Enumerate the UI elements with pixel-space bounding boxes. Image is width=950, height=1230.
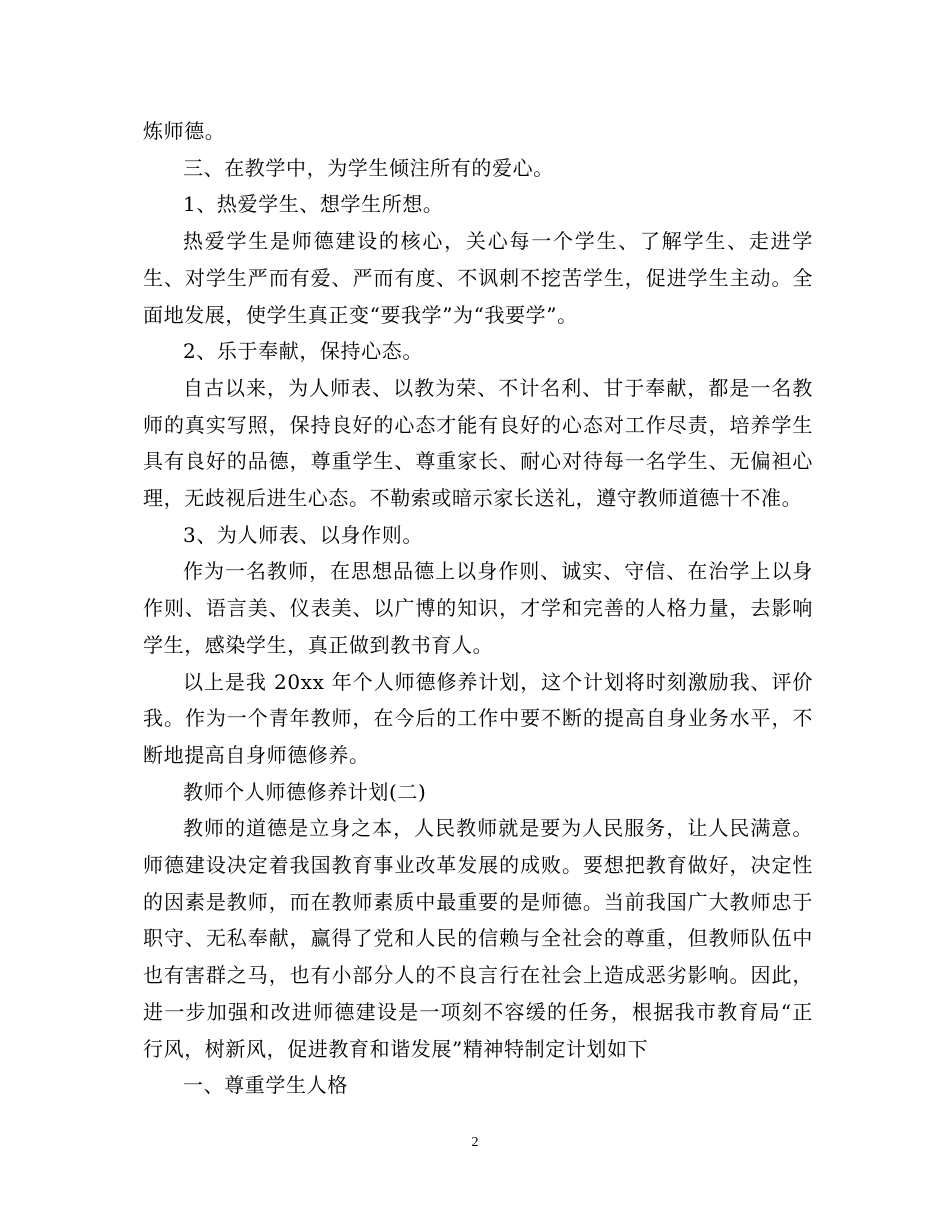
document-subtitle: 教师个人师德修养计划(二) [183,779,427,804]
paragraph: 热爱学生是师德建设的核心，关心每一个学生、了解学生、走进学生、对学生严而有爱、严而有度、不讽刺不挖苦学生，促进学生主动。全面地发展，使学生真正变“要我学”为“我要学”。 [143,229,813,327]
section-heading: 三、在教学中，为学生倾注所有的爱心。 [183,155,554,180]
paragraph: 教师的道德是立身之本，人民教师就是要为人民服务，让人民满意。师德建设决定着我国教育事业改革发展的成败。要想把教育做好，决定性的因素是教师，而在教师素质中最重要的是师德。当前我国广大教师忠于职守、无私奉献，赢得了党和人民的信赖与全社会的尊重，但教师队伍中也有害群之马，也有小部分人的不良言行在社会上造成恶劣影响。因此，进一步加强和改进师德建设是一项刻不容缓的任务，根据我市教育局“正行风，树新风，促进教育和谐发展”精神特制定计划如下 [143,816,813,1061]
paragraph: 作为一名教师，在思想品德上以身作则、诚实、守信、在治学上以身作则、语言美、仪表美、以广博的知识，才学和完善的人格力量，去影响学生，感染学生，真正做到教书育人。 [143,559,813,657]
section-heading: 一、尊重学生人格 [183,1073,348,1098]
paragraph: 炼师德。 [143,119,226,143]
subsection-heading: 3、为人师表、以身作则。 [183,522,423,547]
page-number: 2 [471,1135,479,1150]
paragraph: 以上是我 20xx 年个人师德修养计划，这个计划将时刻激励我、评价我。作为一个青年教师，在今后的工作中要不断的提高自身业务水平，不断地提高自身师德修养。 [143,669,813,767]
subsection-heading: 1、热爱学生、想学生所想。 [183,192,444,217]
paragraph: 自古以来，为人师表、以教为荣、不计名利、甘于奉献，都是一名教师的真实写照，保持良好的心态才能有良好的心态对工作尽责，培养学生具有良好的品德，尊重学生、尊重家长、耐心对待每一名学生、无偏袒心理，无歧视后进生心态。不勒索或暗示家长送礼，遵守教师道德十不准。 [143,375,813,511]
body-text [143,113,813,1104]
subsection-heading: 2、乐于奉献，保持心态。 [183,339,423,364]
